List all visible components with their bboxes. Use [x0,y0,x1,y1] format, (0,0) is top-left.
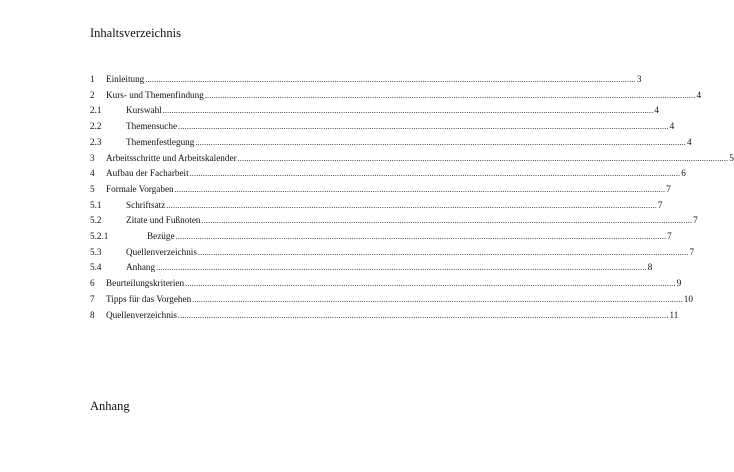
toc-entry-number: 6 [90,278,95,289]
dot-leader: ............................................................................................................................................................................................................................... [237,153,729,163]
dot-leader: ............................................................................................................................................................................................................................... [178,122,669,132]
dot-leader: ............................................................................................................................................................................................................................... [177,310,669,320]
toc-entry-title[interactable]: Tipps für das Vorgehen [106,293,192,304]
toc-row[interactable] [0,89,702,101]
toc-entry-title[interactable]: Quellenverzeichnis [106,309,177,320]
toc-entry[interactable] [126,120,675,133]
toc-row[interactable] [0,152,734,164]
dot-leader: ............................................................................................................................................................................................................................... [145,75,636,84]
toc-entry[interactable] [106,293,693,306]
toc-row[interactable] [0,167,686,179]
toc-row[interactable] [0,214,698,226]
toc-entry-title[interactable]: Einleitung [106,74,145,84]
appendix-heading: Anhang [90,399,130,413]
toc-entry-page-number: 7 [657,199,663,210]
toc-entry-page-number: 5 [729,152,734,163]
toc-entry[interactable] [126,261,653,274]
toc-entry[interactable] [126,214,698,227]
toc-entry-number: 2.1 [90,105,102,116]
toc-entry-title[interactable]: Kurs- und Themenfindung [106,89,204,100]
toc-entry-number: 4 [90,168,95,179]
toc-entry-page-number: 6 [681,168,686,179]
toc-entry[interactable] [106,277,682,290]
toc-entry-page-number: 7 [693,215,698,226]
toc-row[interactable] [0,104,659,116]
dot-leader: ............................................................................................................................................................................................................................... [156,263,647,273]
dot-leader: ............................................................................................................................................................................................................................... [166,200,657,210]
toc-entry-number: 5.4 [90,262,102,273]
toc-row[interactable] [0,73,642,85]
dot-leader: ............................................................................................................................................................................................................................... [174,184,666,194]
toc-entry-title[interactable]: Aufbau der Facharbeit [106,168,189,179]
toc-row[interactable] [0,136,692,148]
toc-row[interactable] [0,183,671,195]
toc-entry[interactable] [126,136,692,149]
toc-entry-number: 1 [90,74,95,84]
toc-entry[interactable] [106,73,642,86]
toc-entry[interactable] [126,104,659,117]
toc-entry-number: 3 [90,152,95,163]
toc-entry-number: 5.2 [90,215,102,226]
toc-entry-title[interactable]: Quellenverzeichnis [126,246,197,257]
toc-entry-page-number: 11 [669,309,679,320]
toc-entry[interactable] [106,183,671,196]
toc-entry-title[interactable]: Beurteilungskriterien [106,278,185,289]
toc-entry-page-number: 7 [667,231,672,241]
toc-entry-number: 2.3 [90,136,102,147]
toc-entry-number: 2.2 [90,121,102,132]
toc-heading: Inhaltsverzeichnis [90,26,181,40]
toc-entry[interactable] [106,152,734,165]
toc-row[interactable] [0,199,663,211]
toc-entry-page-number: 4 [686,136,692,147]
toc-entry[interactable] [106,89,702,102]
dot-leader: ............................................................................................................................................................................................................................... [192,294,683,304]
toc-entry-title[interactable]: Anhang [126,262,156,273]
toc-entry-number: 5.1 [90,199,102,210]
toc-entry-title[interactable]: Kurswahl [126,105,162,116]
toc-entry-page-number: 7 [689,246,695,257]
toc-entry-page-number: 4 [696,89,702,100]
toc-row[interactable] [0,277,682,289]
toc-entry-title[interactable]: Themenfestlegung [126,136,195,147]
toc-entry-title[interactable]: Themensuche [126,121,178,132]
dot-leader: ............................................................................................................................................................................................................................... [175,232,667,241]
dot-leader: ............................................................................................................................................................................................................................... [201,216,693,226]
toc-entry-number: 5 [90,183,95,194]
toc-row[interactable] [0,309,679,321]
toc-entry-title[interactable]: Zitate und Fußnoten [126,215,201,226]
toc-entry-page-number: 8 [647,262,653,273]
toc-entry-page-number: 3 [636,74,642,84]
toc-entry[interactable] [147,230,672,243]
toc-row[interactable] [0,120,675,132]
toc-entry[interactable] [106,309,679,322]
toc-row[interactable] [0,246,695,258]
toc-entry[interactable] [106,167,686,180]
toc-entry-page-number: 7 [666,183,671,194]
toc-entry-title[interactable]: Formale Vorgaben [106,183,174,194]
toc-entry-page-number: 4 [669,121,675,132]
toc-entry-title[interactable]: Arbeitsschritte und Arbeitskalender [106,152,237,163]
toc-entry[interactable] [126,246,695,259]
toc-entry-number: 8 [90,309,95,320]
toc-row[interactable] [0,230,672,242]
dot-leader: ............................................................................................................................................................................................................................... [189,169,681,179]
dot-leader: ............................................................................................................................................................................................................................... [195,137,686,147]
toc-entry-page-number: 10 [683,293,693,304]
toc-entry-number: 5.2.1 [90,231,109,241]
toc-entry-title[interactable]: Bezüge [147,231,175,241]
toc-entry-number: 2 [90,89,95,100]
toc-entry[interactable] [126,199,663,212]
dot-leader: ............................................................................................................................................................................................................................... [162,106,654,116]
dot-leader: ............................................................................................................................................................................................................................... [197,247,689,257]
toc-entry-number: 5.3 [90,246,102,257]
toc-entry-page-number: 4 [654,105,659,116]
dot-leader: ............................................................................................................................................................................................................................... [185,279,676,289]
toc-entry-number: 7 [90,293,95,304]
dot-leader: ............................................................................................................................................................................................................................... [204,90,696,100]
toc-entry-title[interactable]: Schriftsatz [126,199,166,210]
toc-entry-page-number: 9 [676,278,682,289]
toc-row[interactable] [0,293,693,305]
toc-row[interactable] [0,261,653,273]
